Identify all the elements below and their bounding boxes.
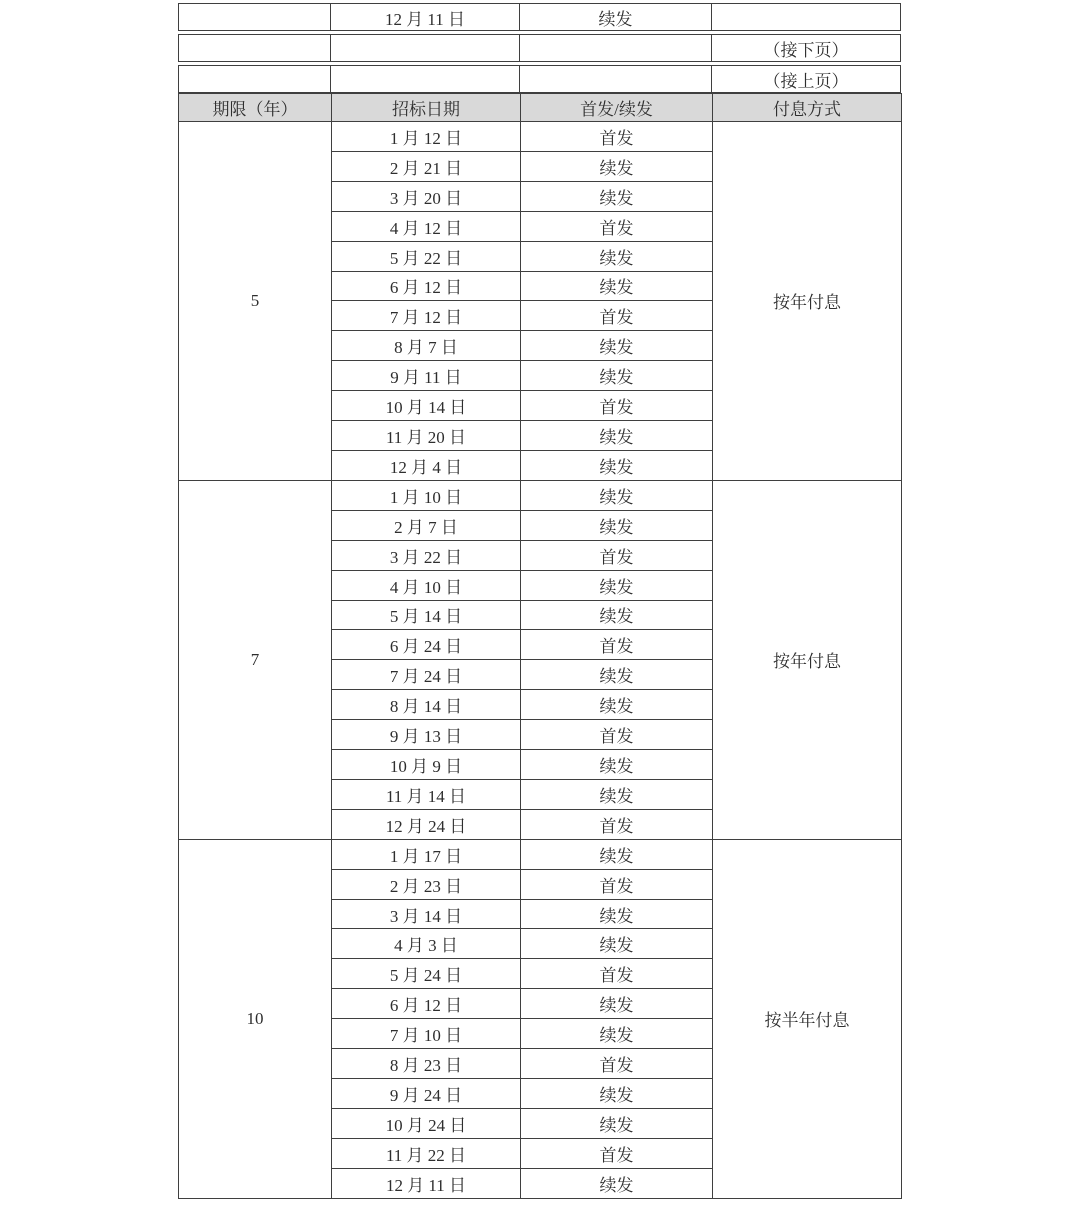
date-cell: 3 月 20 日 (332, 181, 521, 211)
header-payment-method: 付息方式 (713, 94, 902, 122)
empty-cell (179, 35, 331, 61)
issue-cell: 首发 (521, 301, 713, 331)
issue-cell: 续发 (521, 480, 713, 510)
date-cell: 6 月 24 日 (332, 630, 521, 660)
date-cell: 4 月 3 日 (332, 929, 521, 959)
payment-cell-empty (712, 4, 900, 30)
date-cell: 11 月 14 日 (332, 779, 521, 809)
issue-cell: 续发 (521, 421, 713, 451)
issue-cell: 续发 (521, 241, 713, 271)
issue-cell: 续发 (521, 779, 713, 809)
date-cell: 9 月 11 日 (332, 361, 521, 391)
fragment-row-next-page-note (178, 34, 901, 62)
empty-cell (331, 35, 520, 61)
date-cell: 10 月 9 日 (332, 750, 521, 780)
issue-cell: 续发 (521, 899, 713, 929)
header-term: 期限（年） (179, 94, 332, 122)
empty-cell (331, 66, 520, 92)
term-cell-empty (179, 4, 331, 30)
date-cell: 8 月 23 日 (332, 1049, 521, 1079)
date-cell: 3 月 22 日 (332, 540, 521, 570)
issue-cell: 首发 (521, 122, 713, 152)
date-cell: 10 月 14 日 (332, 391, 521, 421)
table-row (179, 839, 902, 869)
issue-cell: 续发 (521, 600, 713, 630)
date-cell: 12 月 11 日 (331, 4, 520, 30)
payment-cell: 按年付息 (713, 480, 902, 839)
term-cell: 5 (179, 122, 332, 481)
date-cell: 5 月 24 日 (332, 959, 521, 989)
issue-cell: 续发 (521, 570, 713, 600)
tender-schedule-table (178, 93, 902, 1199)
issue-cell: 首发 (521, 540, 713, 570)
issue-cell: 续发 (521, 1168, 713, 1198)
empty-cell (179, 66, 331, 92)
date-cell: 2 月 7 日 (332, 510, 521, 540)
issue-cell: 续发 (521, 271, 713, 301)
tender-table-body (179, 122, 902, 1199)
issue-cell: 续发 (521, 839, 713, 869)
date-cell: 6 月 12 日 (332, 989, 521, 1019)
issue-cell: 续发 (520, 4, 712, 30)
issue-cell: 首发 (521, 959, 713, 989)
issue-cell: 续发 (521, 989, 713, 1019)
date-cell: 7 月 10 日 (332, 1019, 521, 1049)
issue-cell: 首发 (521, 809, 713, 839)
date-cell: 1 月 17 日 (332, 839, 521, 869)
issue-cell: 续发 (521, 510, 713, 540)
issue-cell: 首发 (521, 1138, 713, 1168)
issue-cell: 续发 (521, 690, 713, 720)
date-cell: 12 月 24 日 (332, 809, 521, 839)
header-row (179, 94, 902, 122)
date-cell: 4 月 10 日 (332, 570, 521, 600)
issue-cell: 续发 (521, 660, 713, 690)
issue-cell: 首发 (521, 720, 713, 750)
date-cell: 7 月 12 日 (332, 301, 521, 331)
continued-prev-page-note: （接上页） (763, 71, 849, 91)
issue-cell: 续发 (521, 151, 713, 181)
issue-cell: 首发 (521, 391, 713, 421)
header-tender-date: 招标日期 (332, 94, 521, 122)
continued-next-page-note: （接下页） (763, 40, 849, 60)
payment-cell: 按半年付息 (713, 839, 902, 1198)
date-cell: 12 月 4 日 (332, 450, 521, 480)
issue-cell: 首发 (521, 630, 713, 660)
issue-cell: 首发 (521, 869, 713, 899)
date-cell: 9 月 13 日 (332, 720, 521, 750)
date-cell: 10 月 24 日 (332, 1108, 521, 1138)
issue-cell: 首发 (521, 211, 713, 241)
term-cell: 10 (179, 839, 332, 1198)
header-issue-type: 首发/续发 (521, 94, 713, 122)
fragment-row-prev-page-note (178, 65, 901, 93)
empty-cell (520, 66, 712, 92)
payment-cell: 按年付息 (713, 122, 902, 481)
date-cell: 5 月 14 日 (332, 600, 521, 630)
tender-table-area (178, 3, 901, 1199)
date-cell: 11 月 22 日 (332, 1138, 521, 1168)
date-cell: 5 月 22 日 (332, 241, 521, 271)
issue-cell: 续发 (521, 331, 713, 361)
issue-cell: 续发 (521, 750, 713, 780)
issue-cell: 首发 (521, 1049, 713, 1079)
date-cell: 8 月 7 日 (332, 331, 521, 361)
date-cell: 7 月 24 日 (332, 660, 521, 690)
table-header (179, 94, 902, 122)
fragment-row-prev-tail (178, 3, 901, 31)
date-cell: 12 月 11 日 (332, 1168, 521, 1198)
issue-cell: 续发 (521, 1019, 713, 1049)
date-cell: 6 月 12 日 (332, 271, 521, 301)
date-cell: 1 月 12 日 (332, 122, 521, 152)
empty-cell (520, 35, 712, 61)
issue-cell: 续发 (521, 1108, 713, 1138)
date-cell: 1 月 10 日 (332, 480, 521, 510)
table-row (179, 122, 902, 152)
date-cell: 4 月 12 日 (332, 211, 521, 241)
date-cell: 3 月 14 日 (332, 899, 521, 929)
date-cell: 8 月 14 日 (332, 690, 521, 720)
issue-cell: 续发 (521, 929, 713, 959)
issue-cell: 续发 (521, 181, 713, 211)
issue-cell: 续发 (521, 361, 713, 391)
date-cell: 2 月 23 日 (332, 869, 521, 899)
issue-cell: 续发 (521, 450, 713, 480)
table-row (179, 480, 902, 510)
issue-cell: 续发 (521, 1079, 713, 1109)
date-cell: 11 月 20 日 (332, 421, 521, 451)
term-cell: 7 (179, 480, 332, 839)
date-cell: 9 月 24 日 (332, 1079, 521, 1109)
date-cell: 2 月 21 日 (332, 151, 521, 181)
